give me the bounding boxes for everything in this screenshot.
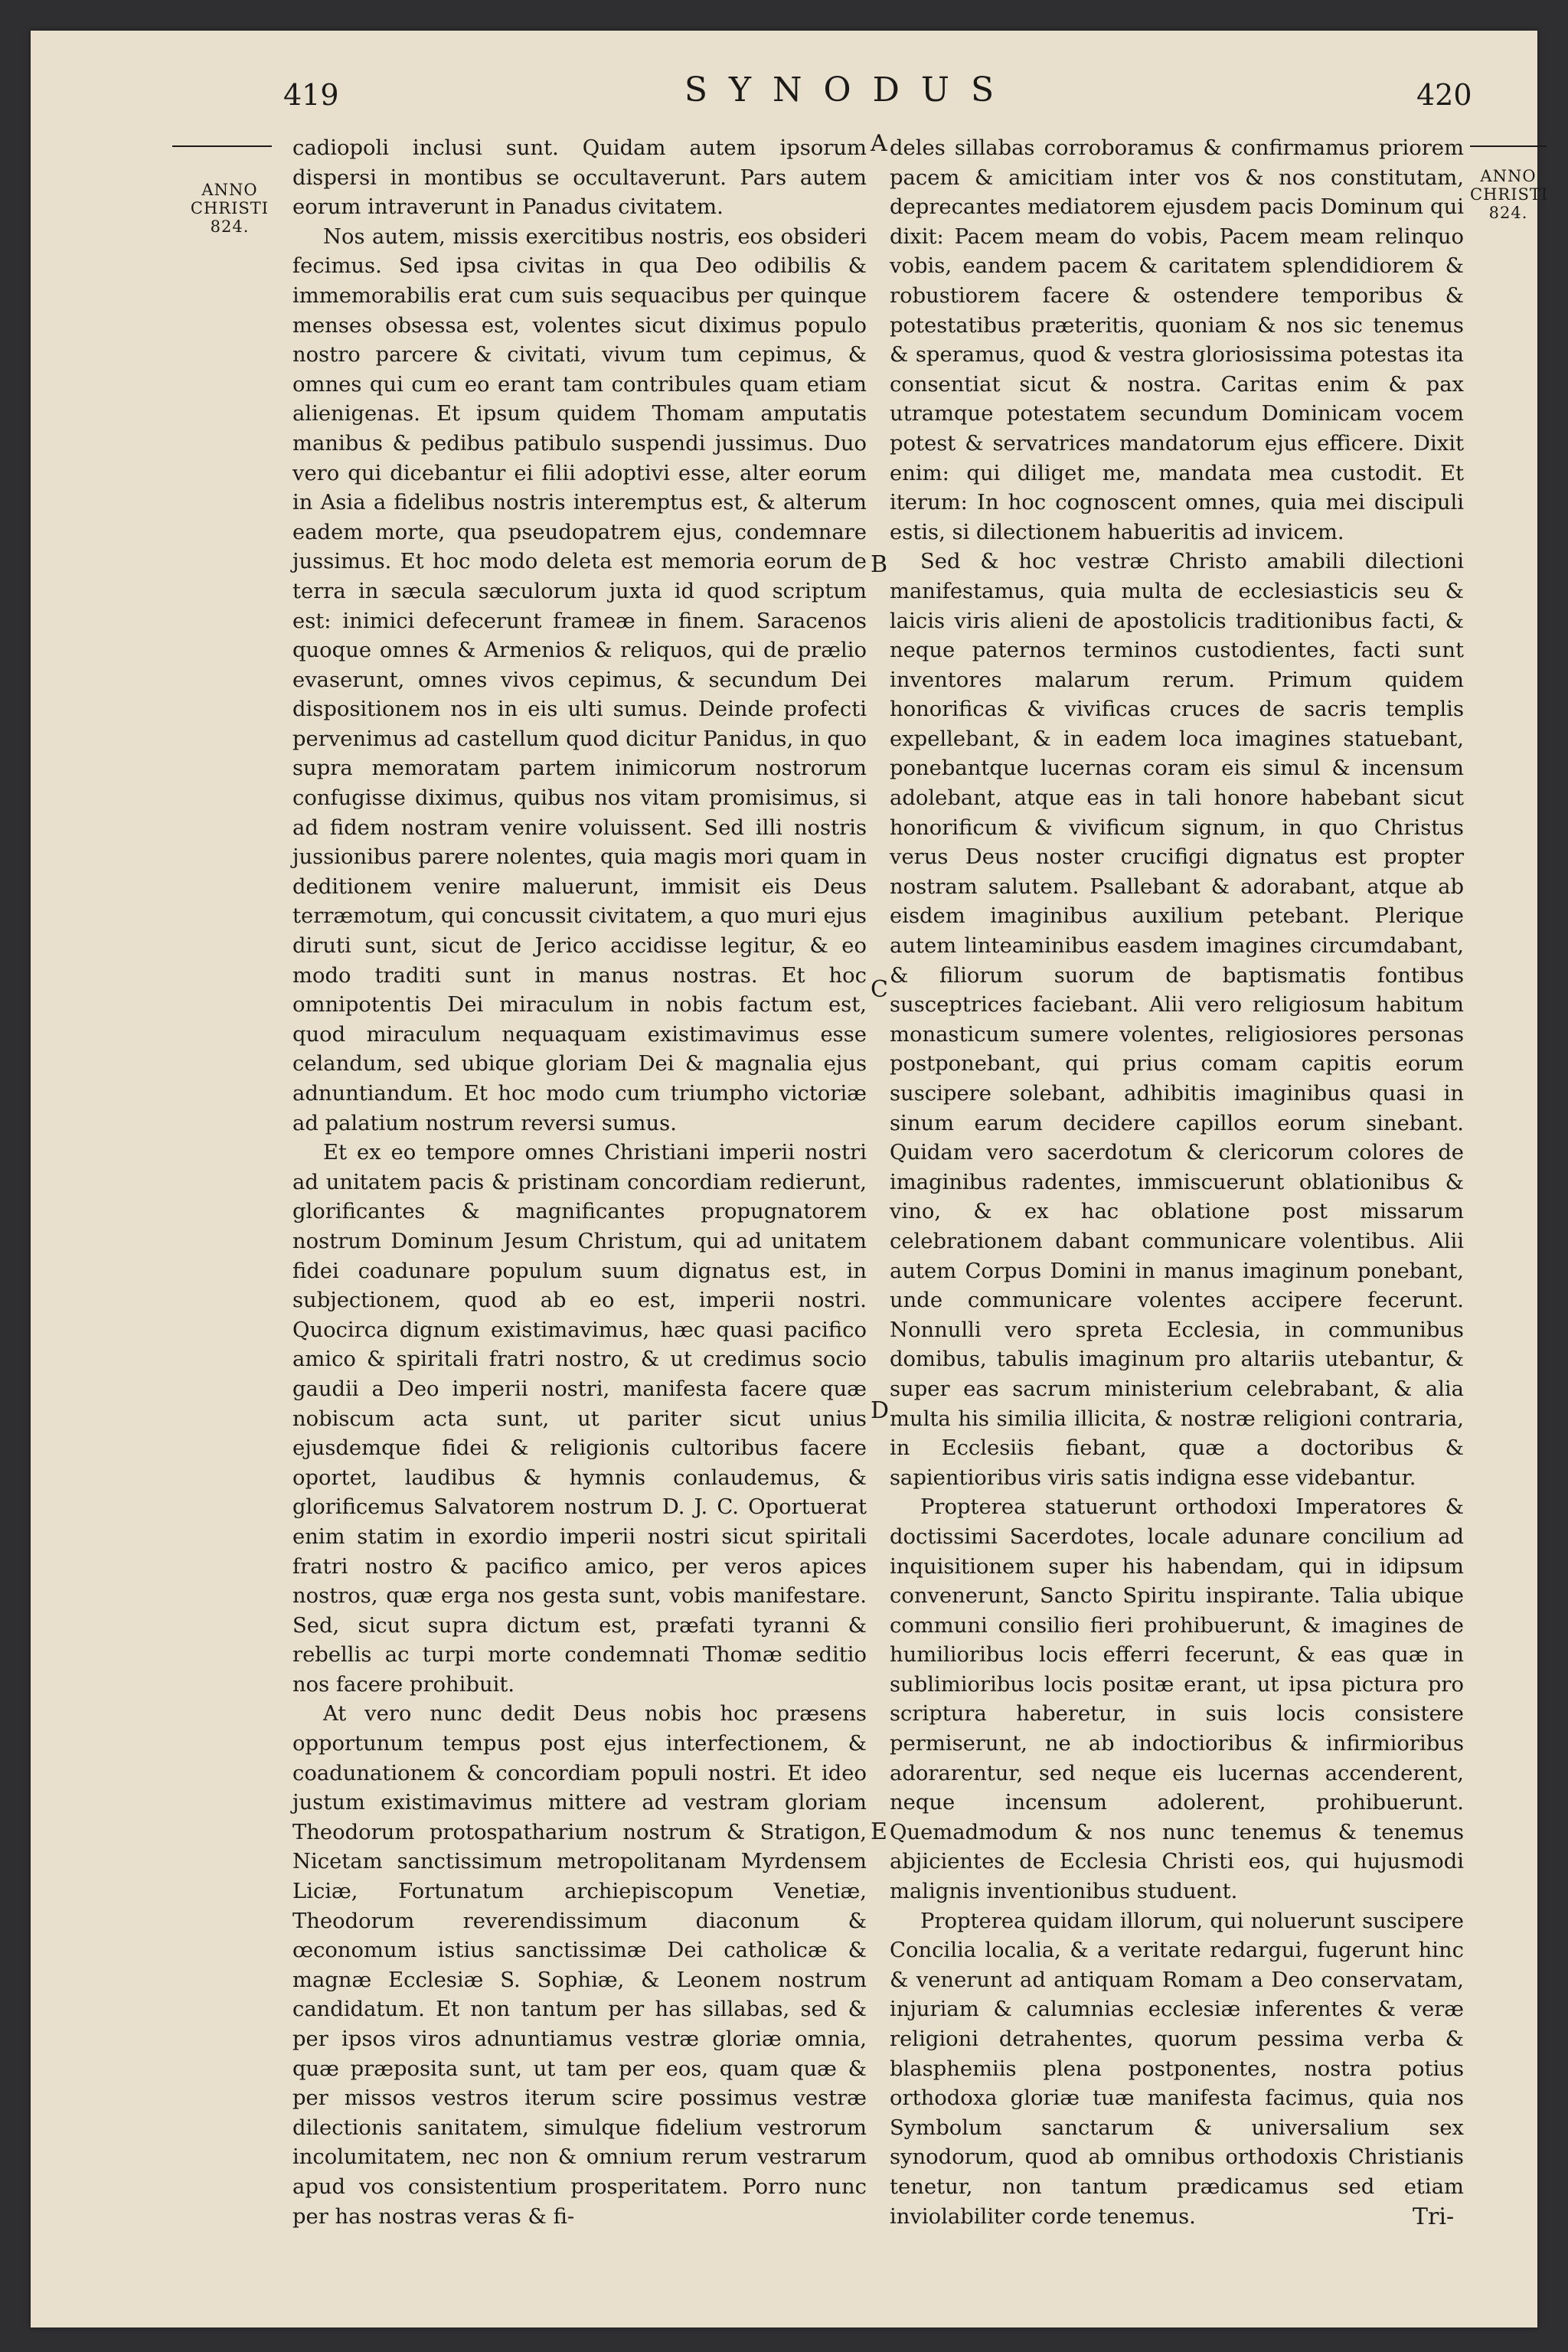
section-letter-b: B	[871, 551, 888, 578]
document-page	[31, 31, 1549, 2328]
margin-note-right-year: 824.	[1488, 204, 1528, 222]
section-letter-c: C	[871, 976, 888, 1003]
paragraph-right-4: Propterea quidam illorum, qui noluerunt suscipere Concilia localia, & a veritate redargui, fugerunt hinc & venerunt ad antiquam Romam a Deo conservatam, injuriam & calumnias ecclesiæ inferentes & veræ religioni detrahentes, quorum pessima verba & blasphemiis plena postponentes, nostra potius orthodoxa gloriæ tuæ manifesta facimus, quia nos Symbolum sanctarum & universalium sex synodorum, quod ab omnibus orthodoxis Christianis tenetur, non tantum prædicamus sed etiam inviolabiliter corde tenemus.	[890, 1909, 1464, 2229]
paragraph-left-4: At vero nunc dedit Deus nobis hoc præsens opportunum tempus post ejus interfectionem, & coadunationem & concordiam populi nostri. Et ideo justum existimavimus mittere ad vestram gloriam Theodorum protospatharium nostrum & Stratigon, Nicetam sanctissimum metropolitanam Myrdensem Liciæ, Fortunatum archiepiscopum Venetiæ, Theodorum reverendissimum diaconum & œconomum istius sanctissimæ Dei catholicæ & magnæ Ecclesiæ S. Sophiæ, & Leonem nostrum candidatum. Et non tantum per has sillabas, sed & per ipsos viros adnuntiamus vestræ gloriæ omnia, quæ præposita sunt, ut tam per eos, quam quæ & per missos vestros iterum scire possimus vestræ dilectionis sanitatem, simulque fidelium vestrorum incolumitatem, nec non & omnium rerum vestrarum apud vos consistentium prosperitatem. Porro nunc per has nostras veras & fi-	[292, 1702, 867, 2229]
running-title: SYNODUS	[684, 70, 1016, 109]
section-letter-e: E	[871, 1818, 887, 1845]
paragraph-right-3: Propterea statuerunt orthodoxi Imperatores & doctissimi Sacerdotes, locale adunare concilium ad inquisitionem super his habendam, qui in idipsum convenerunt, Sancto Spiritu inspirante. Talia ubique communi consilio fieri prohibuerunt, & imagines de humilioribus locis efferri fecerunt, & eas quæ in sublimioribus locis positæ erant, ut ipsa pictura pro scriptura haberetur, in suis locis consistere permiserunt, ne ab indoctioribus & infirmioribus adorarentur, sed neque eis lucernas accenderent, neque incensum adolerent, prohibuerunt. Quemadmodum & nos nunc tenemus & tenemus abjicientes de Ecclesia Christi eos, qui hujusmodi malignis inventionibus studuent.	[890, 1495, 1464, 1904]
margin-note-left-year: 824.	[210, 217, 250, 236]
margin-note-right-anno: ANNO	[1480, 167, 1537, 185]
margin-note-left-christi: CHRISTI	[190, 199, 270, 217]
paragraph-left-2: Nos autem, missis exercitibus nostris, eos obsideri fecimus. Sed ipsa civitas in qua Deo odibilis & immemorabilis erat cum suis sequacibus per quinque menses obsessa est, volentes sicut diximus populo nostro parcere & civitati, vivum tum cepimus, & omnes qui cum eo erant tam contribules quam etiam alienigenas. Et ipsum quidem Thomam amputatis manibus & pedibus patibulo suspendi jussimus. Duo vero qui dicebantur ei filii adoptivi esse, alter eorum in Asia a fidelibus nostris interemptus est, & alterum eadem morte, qua pseudopatrem ejus, condemnare jussimus. Et hoc modo deleta est memoria eorum de terra in sæcula sæculorum juxta id quod scriptum est: inimici defecerunt frameæ in finem. Saracenos quoque omnes & Armenios & reliquos, qui de prælio evaserunt, omnes vivos cepimus, & secundum Dei dispositionem nos in eis ulti sumus. Deinde profecti pervenimus ad castellum quod dicitur Panidus, in quo supra memoratam partem inimicorum nostrorum confugisse diximus, quibus nos vitam promisimus, si ad fidem nostram venire voluissent. Sed illi nostris jussionibus parere nolentes, quia magis mori quam in deditionem venire maluerunt, immisit eis Deus terræmotum, qui concussit civitatem, a quo muri ejus diruti sunt, sicut de Jerico accidisse legitur, & eo modo traditi sunt in manus nostras. Et hoc omnipotentis Dei miraculum in nobis factum est, quod miraculum nequaquam existimavimus esse celandum, sed ubique gloriam Dei & magnalia ejus adnuntiandum. Et hoc modo cum triumpho victoriæ ad palatium nostrum reversi sumus.	[292, 224, 867, 1135]
margin-note-left	[172, 181, 287, 236]
margin-rule-right	[1470, 145, 1547, 147]
margin-rule-left	[172, 145, 272, 147]
paragraph-right-2: Sed & hoc vestræ Christo amabili dilectioni manifestamus, quia multa de ecclesiasticis seu & laicis viris alieni de apostolicis traditionibus facti, & neque paternos terminos custodientes, facti sunt inventores malarum rerum. Primum quidem honorificas & vivificas cruces de sacris templis expellebant, & in eadem loca imagines statuebant, ponebantque lucernas coram eis simul & incensum adolebant, atque eas in tali honore habebant sicut honorificum & vivificum signum, in quo Christus verus Deus noster crucifigi dignatus est propter nostram salutem. Psallebant & adorabant, atque ab eisdem imaginibus auxilium petebant. Plerique autem linteaminibus easdem imagines circumdabant, & filiorum suorum de baptismatis fontibus susceptrices faciebant. Alii vero religiosum habitum monasticum sumere volentes, religiosiores personas postponebant, qui prius comam capitis eorum suscipere solebant, adhibitis imaginibus quasi in sinum earum decidere capillos eorum sinebant. Quidam vero sacerdotum & clericorum colores de imaginibus radentes, immiscuerunt oblationibus & vino, & ex hac oblatione post missarum celebrationem dabant communicare volentibus. Alii autem Corpus Domini in manus imaginum ponebant, unde communicare volentes accipere fecerunt. Nonnulli vero spreta Ecclesia, in communibus domibus, tabulis imaginum pro altariis utebantur, & super eas sacrum ministerium celebrabant, & alia multa his similia illicita, & nostræ religioni contraria, in Ecclesiis fiebant, quæ a doctoribus & sapientioribus viris satis indigna esse videbantur.	[890, 550, 1464, 1490]
paragraph-left-1: cadiopoli inclusi sunt. Quidam autem ipsorum dispersi in montibus se occultaverunt. Pars autem eorum intraverunt in Panadus civitatem.	[292, 136, 867, 220]
page-number-left: 419	[283, 78, 339, 112]
paragraph-right-1: deles sillabas corroboramus & confirmamus priorem pacem & amicitiam inter vos & nos constitutam, deprecantes mediatorem ejusdem pacis Dominum qui dixit: Pacem meam do vobis, Pacem meam relinquo vobis, eandem pacem & caritatem splendidiorem & robustiorem facere & ostendere temporibus & potestatibus præteritis, quoniam & nos sic tenemus & speramus, quod & vestra gloriosissima potestas ita consentiat sicut & nostra. Caritas enim & pax utramque potestatem secundum Dominicam vocem potest & servatrices mandatorum ejus efficere. Dixit enim: qui diliget me, mandata mea custodit. Et iterum: In hoc cognoscent omnes, quia mei discipuli estis, si dilectionem habueritis ad invicem.	[890, 136, 1464, 544]
margin-note-right-christi: CHRISTI	[1470, 185, 1549, 204]
text-column-right	[890, 134, 1464, 2232]
text-column-left	[292, 134, 867, 2232]
section-letter-d: D	[871, 1397, 890, 1424]
section-letter-a: A	[871, 130, 887, 157]
paragraph-left-3: Et ex eo tempore omnes Christiani imperii nostri ad unitatem pacis & pristinam concordiam redierunt, glorificantes & magnificantes propugnatorem nostrum Dominum Jesum Christum, qui ad unitatem fidei coadunare populum suum dignatus est, in subjectionem, quod ab eo est, imperii nostri. Quocirca dignum existimavimus, hæc quasi pacifico amico & spiritali fratri nostro, & ut credimus socio gaudii a Deo imperii nostri, manifesta facere quæ nobiscum acta sunt, ut pariter sicut unius ejusdemque fidei & religionis cultoribus facere oportet, laudibus & hymnis conlaudemus, & glorificemus Salvatorem nostrum D. J. C. Oportuerat enim statim in exordio imperii nostri sicut spiritali fratri nostro & pacifico amico, per veros apices nostros, quæ erga nos gesta sunt, vobis manifestare. Sed, sicut supra dictum est, præfati tyranni & rebellis ac turpi morte condemnati Thomæ seditio nos facere prohibuit.	[292, 1141, 867, 1697]
catchword: Tri-	[1413, 2203, 1455, 2230]
page-number-right: 420	[1416, 78, 1472, 112]
margin-note-left-anno: ANNO	[201, 181, 258, 199]
margin-note-right	[1470, 167, 1547, 222]
